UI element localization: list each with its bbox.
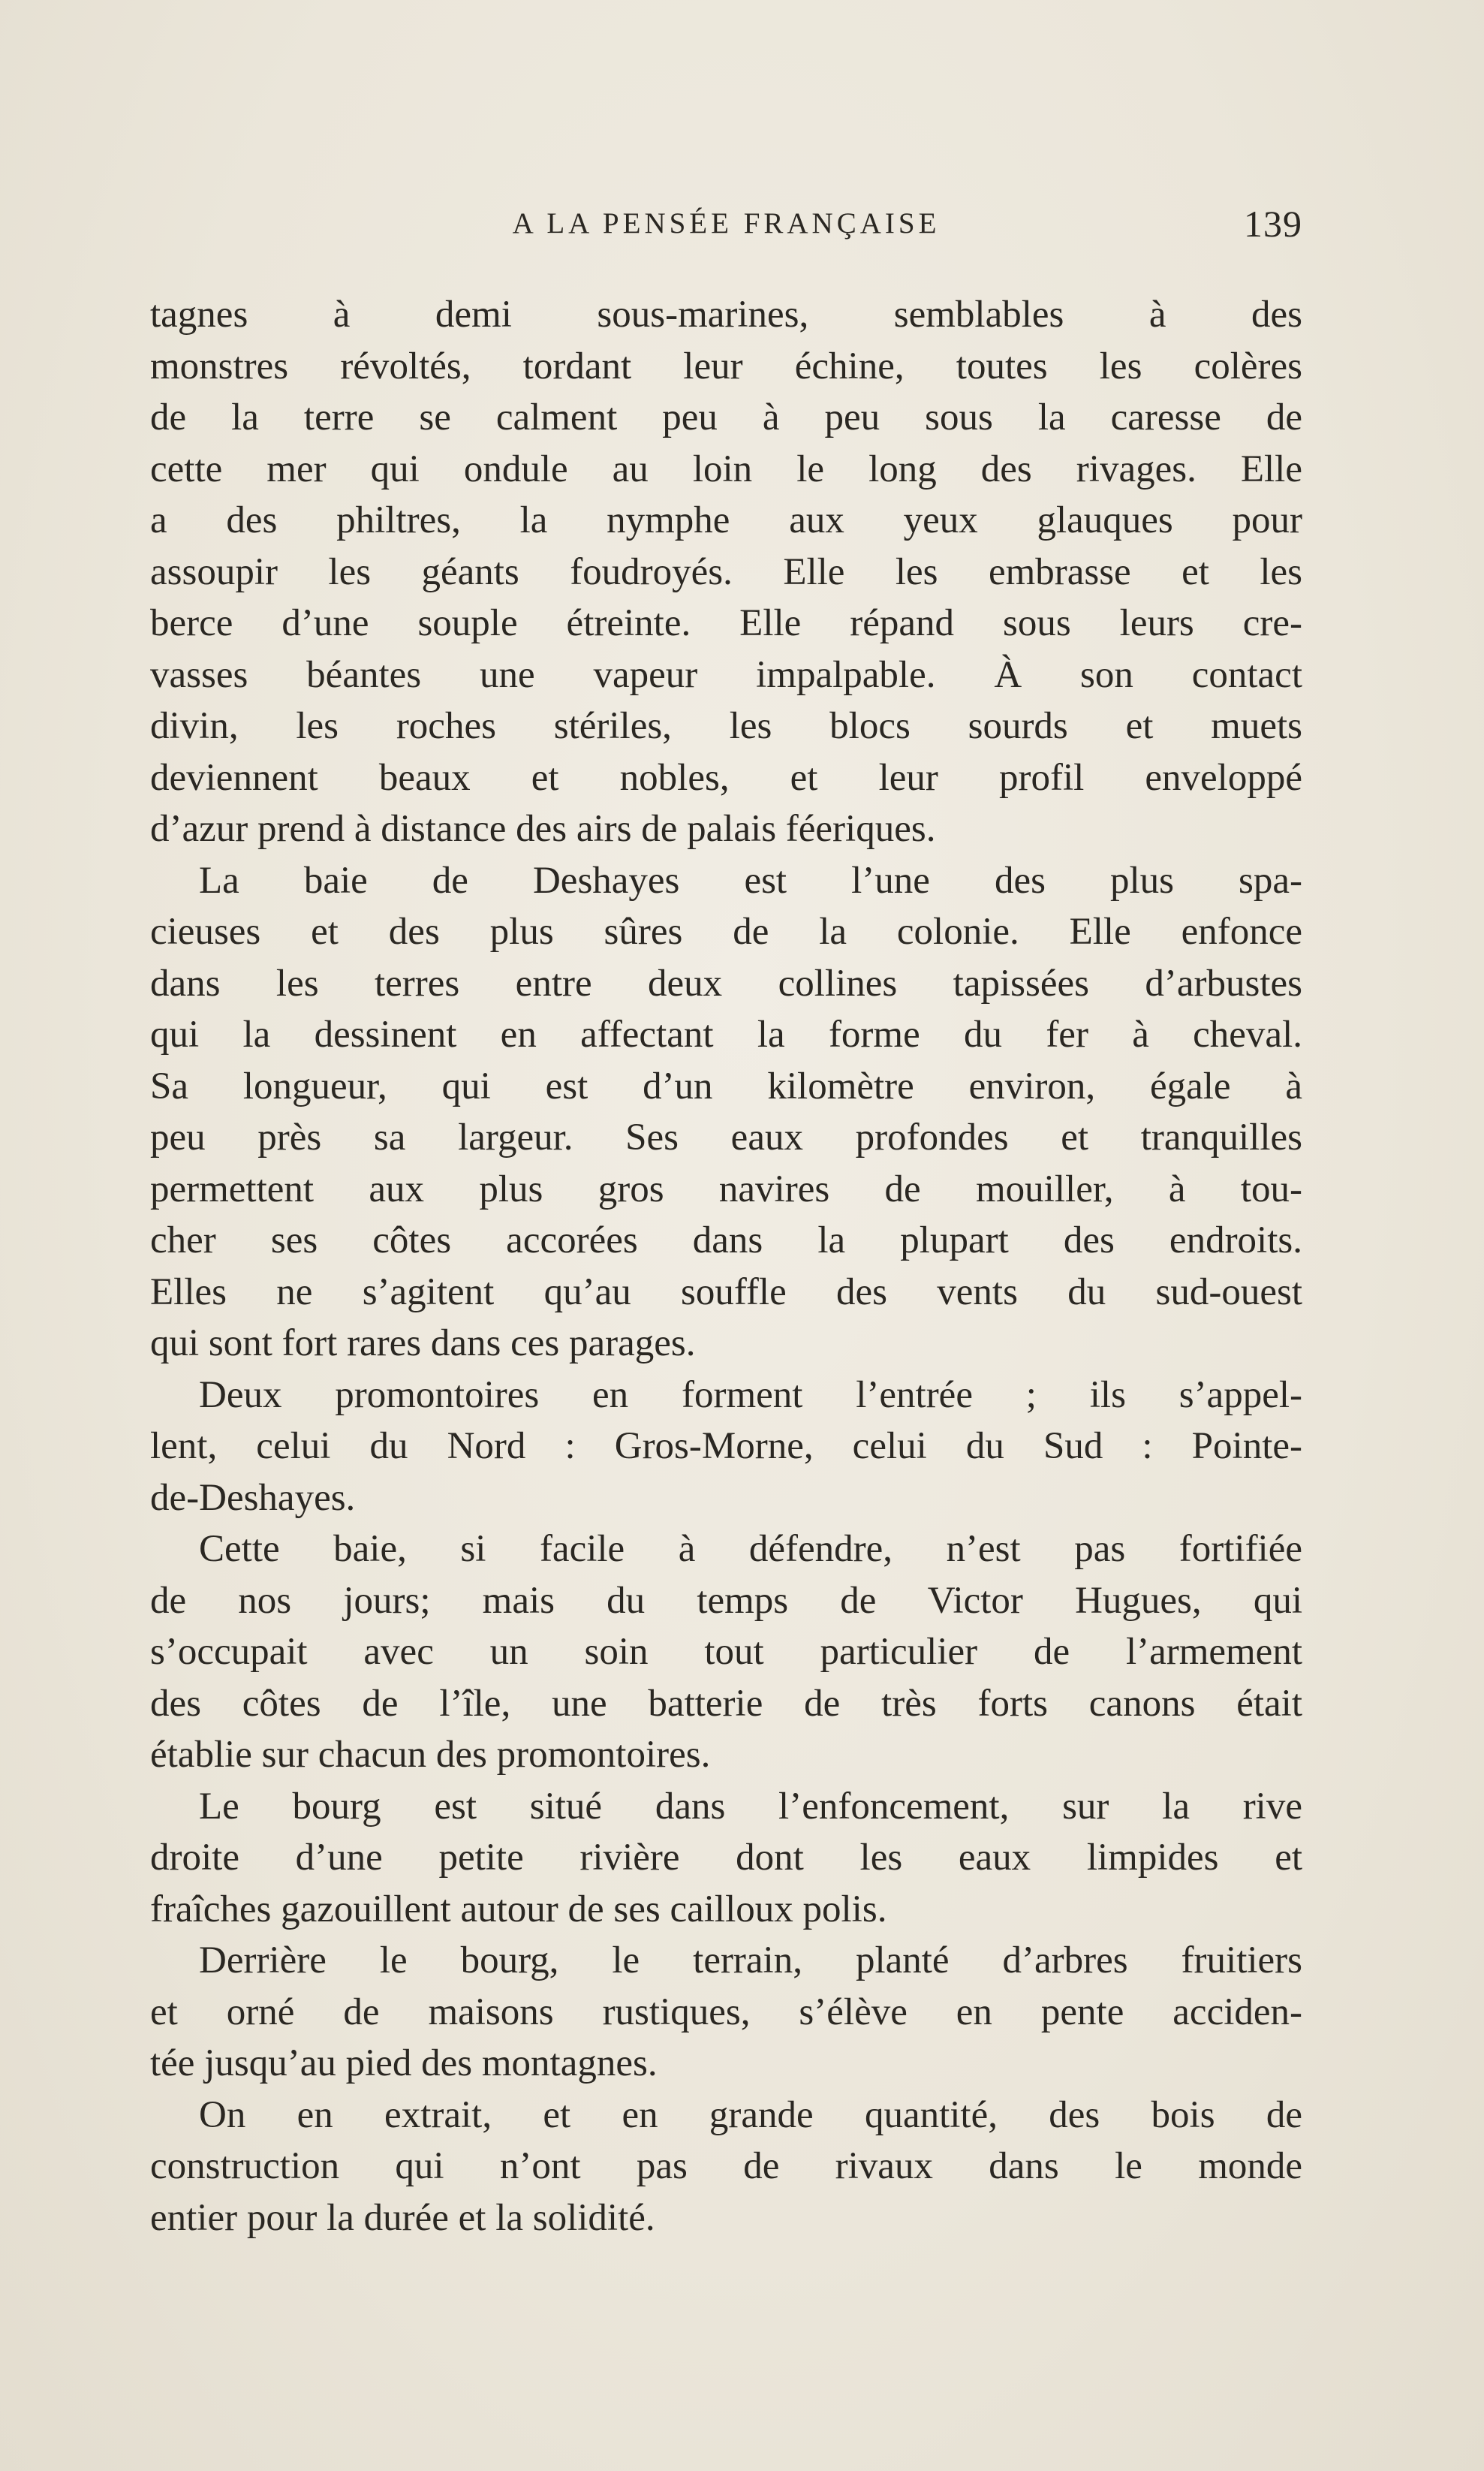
text-line: de nos jours; mais du temps de Victor Hugues, qui bbox=[150, 1579, 1302, 1622]
text-line: de la terre se calment peu à peu sous la caresse de bbox=[150, 396, 1302, 438]
text-line: de-Deshayes. bbox=[150, 1476, 356, 1519]
text-line: cher ses côtes accorées dans la plupart des endroits. bbox=[150, 1219, 1302, 1261]
text-line: lent, celui du Nord : Gros-Morne, celui du Sud : Pointe- bbox=[150, 1425, 1302, 1467]
text-line: Deux promontoires en forment l’entrée ; ils s’appel- bbox=[199, 1373, 1302, 1416]
text-line: Le bourg est situé dans l’enfoncement, sur la rive bbox=[199, 1785, 1302, 1828]
text-line: qui la dessinent en affectant la forme du fer à cheval. bbox=[150, 1014, 1302, 1056]
text-line: tagnes à demi sous-marines, semblables à des bbox=[150, 294, 1302, 336]
text-line: monstres révoltés, tordant leur échine, toutes les colères bbox=[150, 345, 1302, 387]
text-line: cette mer qui ondule au loin le long des rivages. Elle bbox=[150, 447, 1302, 490]
text-line: deviennent beaux et nobles, et leur profil enveloppé bbox=[150, 756, 1302, 799]
body-text bbox=[150, 289, 1302, 2243]
text-line: construction qui n’ont pas de rivaux dans le monde bbox=[150, 2145, 1302, 2187]
running-head: A LA PENSÉE FRANÇAISE bbox=[512, 207, 941, 240]
text-line: qui sont fort rares dans ces parages. bbox=[150, 1322, 696, 1364]
text-line: Cette baie, si facile à défendre, n’est pas fortifiée bbox=[199, 1528, 1302, 1570]
text-line: des côtes de l’île, une batterie de très forts canons était bbox=[150, 1682, 1302, 1725]
text-line: s’occupait avec un soin tout particulier de l’armement bbox=[150, 1631, 1302, 1673]
text-line: vasses béantes une vapeur impalpable. À son contact bbox=[150, 653, 1302, 696]
text-line: On en extrait, et en grande quantité, des bois de bbox=[199, 2093, 1302, 2136]
page-header bbox=[150, 201, 1302, 246]
text-line: tée jusqu’au pied des montagnes. bbox=[150, 2042, 658, 2084]
text-line: fraîches gazouillent autour de ses cailloux polis. bbox=[150, 1888, 887, 1930]
text-line: cieuses et des plus sûres de la colonie. Elle enfonce bbox=[150, 911, 1302, 953]
text-line: établie sur chacun des promontoires. bbox=[150, 1734, 711, 1776]
text-line: d’azur prend à distance des airs de palais féeriques. bbox=[150, 808, 936, 850]
text-line: entier pour la durée et la solidité. bbox=[150, 2196, 655, 2239]
text-line: droite d’une petite rivière dont les eaux limpides et bbox=[150, 1837, 1302, 1879]
text-line: assoupir les géants foudroyés. Elle les embrasse et les bbox=[150, 550, 1302, 593]
text-line: La baie de Deshayes est l’une des plus spa- bbox=[199, 859, 1302, 902]
text-line: divin, les roches stériles, les blocs sourds et muets bbox=[150, 705, 1302, 747]
text-line: Elles ne s’agitent qu’au souffle des vents du sud-ouest bbox=[150, 1270, 1302, 1313]
text-line: Derrière le bourg, le terrain, planté d’arbres fruitiers bbox=[199, 1939, 1302, 1981]
text-line: a des philtres, la nymphe aux yeux glauques pour bbox=[150, 499, 1302, 541]
text-line: permettent aux plus gros navires de mouiller, à tou- bbox=[150, 1168, 1302, 1210]
text-line: Sa longueur, qui est d’un kilomètre environ, égale à bbox=[150, 1065, 1302, 1107]
text-line: berce d’une souple étreinte. Elle répand sous leurs cre- bbox=[150, 602, 1302, 644]
text-line: dans les terres entre deux collines tapissées d’arbustes bbox=[150, 962, 1302, 1005]
page-number: 139 bbox=[1244, 203, 1302, 245]
text-line: peu près sa largeur. Ses eaux profondes et tranquilles bbox=[150, 1116, 1302, 1159]
text-line: et orné de maisons rustiques, s’élève en pente acciden- bbox=[150, 1990, 1302, 2033]
